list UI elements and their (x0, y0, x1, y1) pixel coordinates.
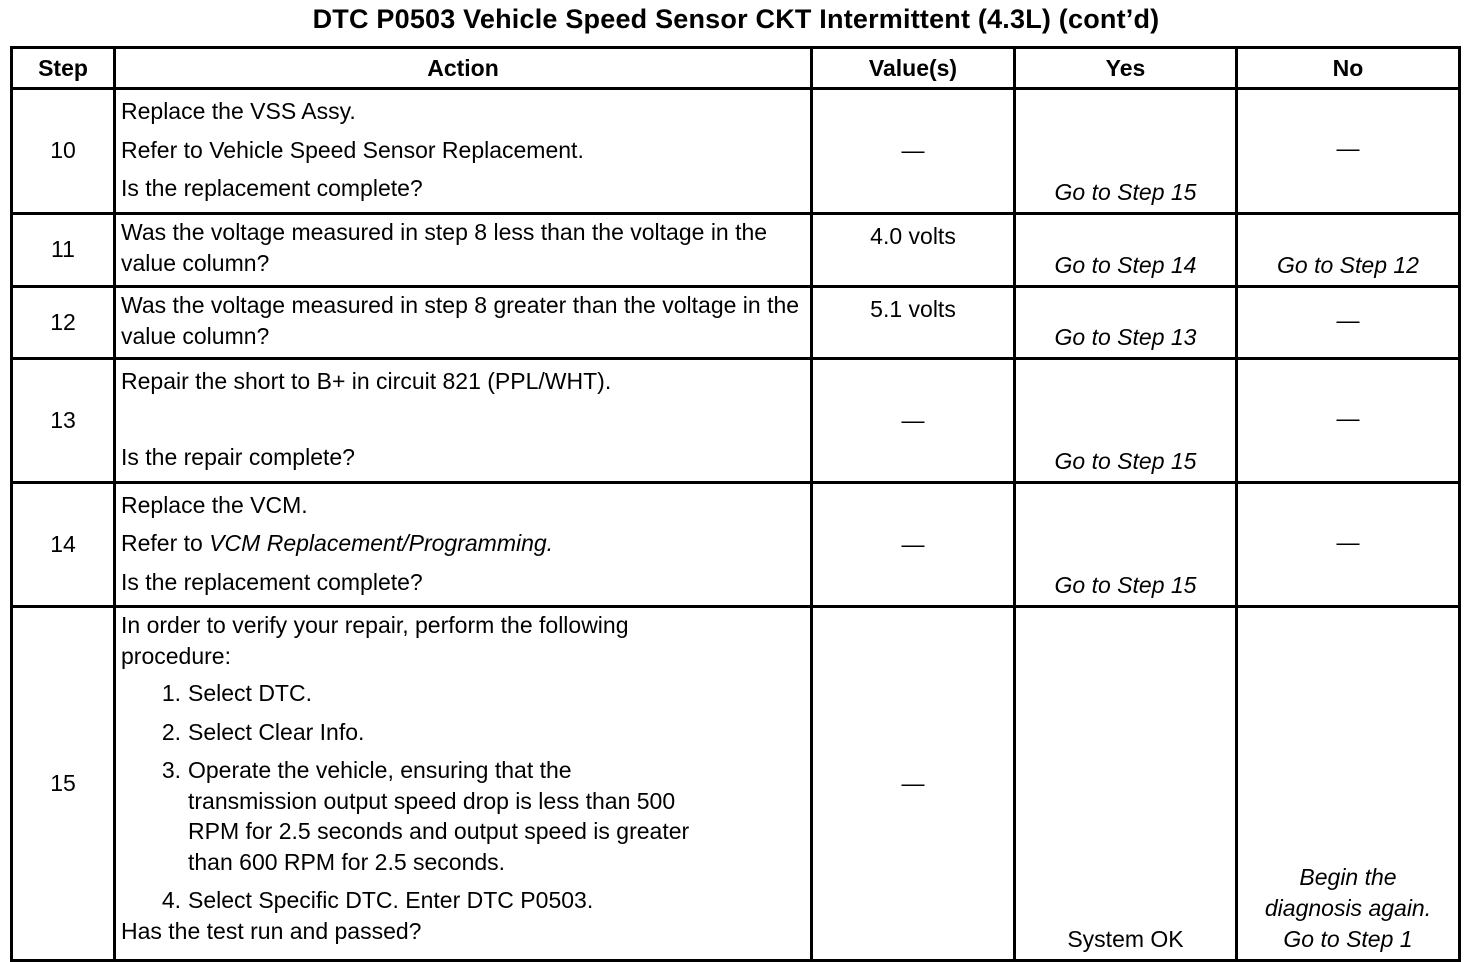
no-cell: — (1237, 286, 1460, 358)
no-cell: — (1237, 358, 1460, 482)
header-step: Step (12, 48, 115, 89)
header-action: Action (115, 48, 812, 89)
header-yes: Yes (1015, 48, 1237, 89)
table-header-row (12, 48, 1460, 89)
step-number: 12 (12, 286, 115, 358)
no-cell: — (1237, 89, 1460, 214)
action-cell: Was the voltage measured in step 8 greater than the voltage in the value column? (115, 286, 812, 358)
action-line: Refer to Vehicle Speed Sensor Replacement. (121, 136, 584, 163)
value-cell: 5.1 volts (812, 286, 1015, 358)
header-values: Value(s) (812, 48, 1015, 89)
action-line: Is the repair complete? (121, 444, 355, 470)
action-intro: In order to verify your repair, perform the following procedure: (121, 612, 629, 669)
no-cell: Go to Step 12 (1237, 213, 1460, 286)
yes-cell: Go to Step 15 (1015, 482, 1237, 607)
action-text: Refer to (121, 530, 203, 556)
value-cell: — (812, 358, 1015, 482)
value-cell: 4.0 volts (812, 213, 1015, 286)
procedure-item: 4. Select Specific DTC. Enter DTC P0503. (161, 887, 594, 913)
no-cell: — (1237, 482, 1460, 607)
action-line: Is the replacement complete? (121, 568, 423, 595)
value-cell: — (812, 89, 1015, 214)
action-cell (115, 89, 812, 214)
table-row (12, 89, 1460, 214)
yes-cell: Go to Step 13 (1015, 286, 1237, 358)
procedure-list (121, 678, 804, 916)
step-number: 11 (12, 213, 115, 286)
yes-cell: Go to Step 14 (1015, 213, 1237, 286)
action-cell (115, 358, 812, 482)
table-row (12, 482, 1460, 607)
table-row (12, 286, 1460, 358)
reference-link-text: VCM Replacement/Programming. (209, 530, 554, 556)
value-cell: — (812, 482, 1015, 607)
action-spacer (121, 400, 804, 438)
table-row (12, 607, 1460, 961)
table-row (12, 213, 1460, 286)
step-number: 15 (12, 607, 115, 961)
table-row (12, 358, 1460, 482)
action-line: Replace the VCM. (121, 491, 308, 518)
diagnostic-table (10, 46, 1461, 962)
header-no: No (1237, 48, 1460, 89)
step-number: 10 (12, 89, 115, 214)
yes-cell: Go to Step 15 (1015, 89, 1237, 214)
step-number: 14 (12, 482, 115, 607)
action-line: Is the replacement complete? (121, 175, 423, 201)
action-question: Has the test run and passed? (121, 917, 422, 944)
no-cell: Begin the diagnosis again. Go to Step 1 (1237, 607, 1460, 961)
action-line: Replace the VSS Assy. (121, 98, 356, 124)
procedure-item: 3. Operate the vehicle, ensuring that the transmission output speed drop is less than 500 RPM for 2.5 seconds and output speed is greater than 600 RPM for 2.5 seconds. (161, 757, 690, 875)
action-line: Repair the short to B+ in circuit 821 (PPL/WHT). (121, 367, 612, 394)
action-line (121, 524, 804, 563)
action-cell (115, 607, 812, 961)
procedure-item: 1. Select DTC. (161, 680, 312, 706)
procedure-item: 2. Select Clear Info. (161, 718, 365, 745)
action-cell: Was the voltage measured in step 8 less than the voltage in the value column? (115, 213, 812, 286)
value-cell: — (812, 607, 1015, 961)
action-cell (115, 482, 812, 607)
yes-cell: System OK (1015, 607, 1237, 961)
yes-cell: Go to Step 15 (1015, 358, 1237, 482)
page-title: DTC P0503 Vehicle Speed Sensor CKT Intermittent (4.3L) (cont’d) (312, 4, 1160, 34)
step-number: 13 (12, 358, 115, 482)
